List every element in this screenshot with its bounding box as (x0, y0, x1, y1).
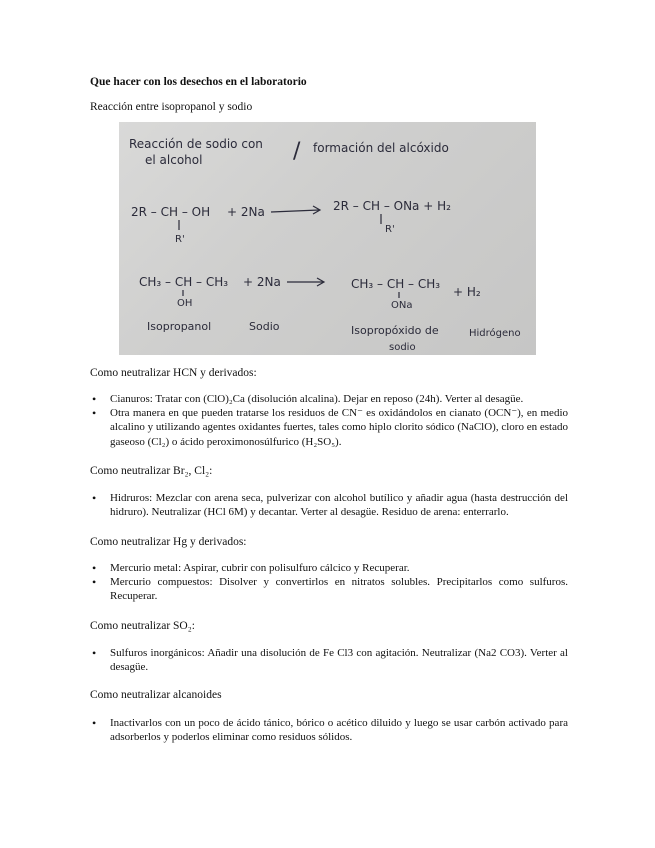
section-heading-hcn: Como neutralizar HCN y derivados: (90, 367, 257, 379)
section-list-hcn (90, 392, 568, 449)
section-list-br2-cl2 (90, 491, 568, 519)
eq2-h2: + H₂ (453, 285, 481, 299)
section-list-alcanoides (90, 716, 568, 744)
document-title: Que hacer con los desechos en el laboratorio (90, 76, 307, 88)
eq2-right-sub: ONa (391, 300, 413, 311)
list-item: • Cianuros: Tratar con (ClO)₂Ca (disolución alcalina). Dejar en reposo (24h). Verter al desagüe. (90, 392, 568, 406)
label-hidrogeno: Hidrógeno (469, 328, 521, 339)
list-item: • Hidruros: Mezclar con arena seca, pulverizar con alcohol butílico y añadir agua (hasta destrucción del hidruro). Neutralizar (HCl 6M) y decantar. Verter al desagüe. Residuo de arena: enterrarlo. (90, 491, 568, 519)
reaction-photo (119, 122, 536, 355)
handwritten-reaction-image (119, 122, 536, 355)
section-list-hg (90, 561, 568, 604)
section-heading-br2-cl2: Como neutralizar Br₂, Cl₂: (90, 465, 213, 477)
eq1-arrow (271, 210, 319, 212)
section-heading-so2: Como neutralizar SO₂: (90, 620, 195, 632)
eq1-right-sub: R' (385, 224, 395, 235)
section-list-so2 (90, 646, 568, 674)
eq2-right: CH₃ – CH – CH₃ (351, 277, 441, 291)
eq2-left: CH₃ – CH – CH₃ (139, 275, 229, 289)
document-subtitle: Reacción entre isopropanol y sodio (90, 101, 253, 113)
eq1-right: 2R – CH – ONa + H₂ (333, 199, 451, 213)
photo-heading-separator: / (293, 139, 301, 164)
list-item: • Mercurio metal: Aspirar, cubrir con polisulfuro cálcico y Recuperar. (90, 561, 568, 575)
list-item: • Otra manera en que pueden tratarse los residuos de CN⁻ es oxidándolos en cianato (OCN⁻), en medio alcalino y utilizando agentes oxidantes fuertes, tales como hiplo clorito sódico (NaClO), cloro en estado gaseoso (Cl₂) o ácido peroximonosúlfurico (H₂SO₅). (90, 406, 568, 449)
photo-heading-right: formación del alcóxido (313, 141, 449, 155)
eq2-plus: + 2Na (243, 275, 281, 289)
label-isopropoxido-2: sodio (389, 342, 416, 353)
list-item: • Sulfuros inorgánicos: Añadir una disolución de Fe Cl3 con agitación. Neutralizar (Na2 CO3). Verter al desagüe. (90, 646, 568, 674)
photo-heading-left-2: el alcohol (145, 153, 203, 167)
eq2-left-sub: OH (177, 298, 193, 309)
photo-heading-left-1: Reacción de sodio con (129, 137, 263, 151)
section-heading-hg: Como neutralizar Hg y derivados: (90, 536, 247, 548)
eq1-left: 2R – CH – OH (131, 205, 211, 219)
label-isopropanol: Isopropanol (147, 320, 212, 333)
section-heading-alcanoides: Como neutralizar alcanoides (90, 689, 222, 701)
eq1-left-sub: R' (175, 234, 185, 245)
list-item: • Mercurio compuestos: Disolver y convertirlos en nitratos solubles. Precipitarlos como sulfuros. Recuperar. (90, 575, 568, 603)
list-item: • Inactivarlos con un poco de ácido tánico, bórico o acético diluido y luego se usar carbón activado para adsorberlos y poderlos eliminar como residuos sólidos. (90, 716, 568, 744)
label-isopropoxido: Isopropóxido de (351, 324, 439, 337)
eq1-plus: + 2Na (227, 205, 265, 219)
label-sodio: Sodio (249, 320, 280, 333)
